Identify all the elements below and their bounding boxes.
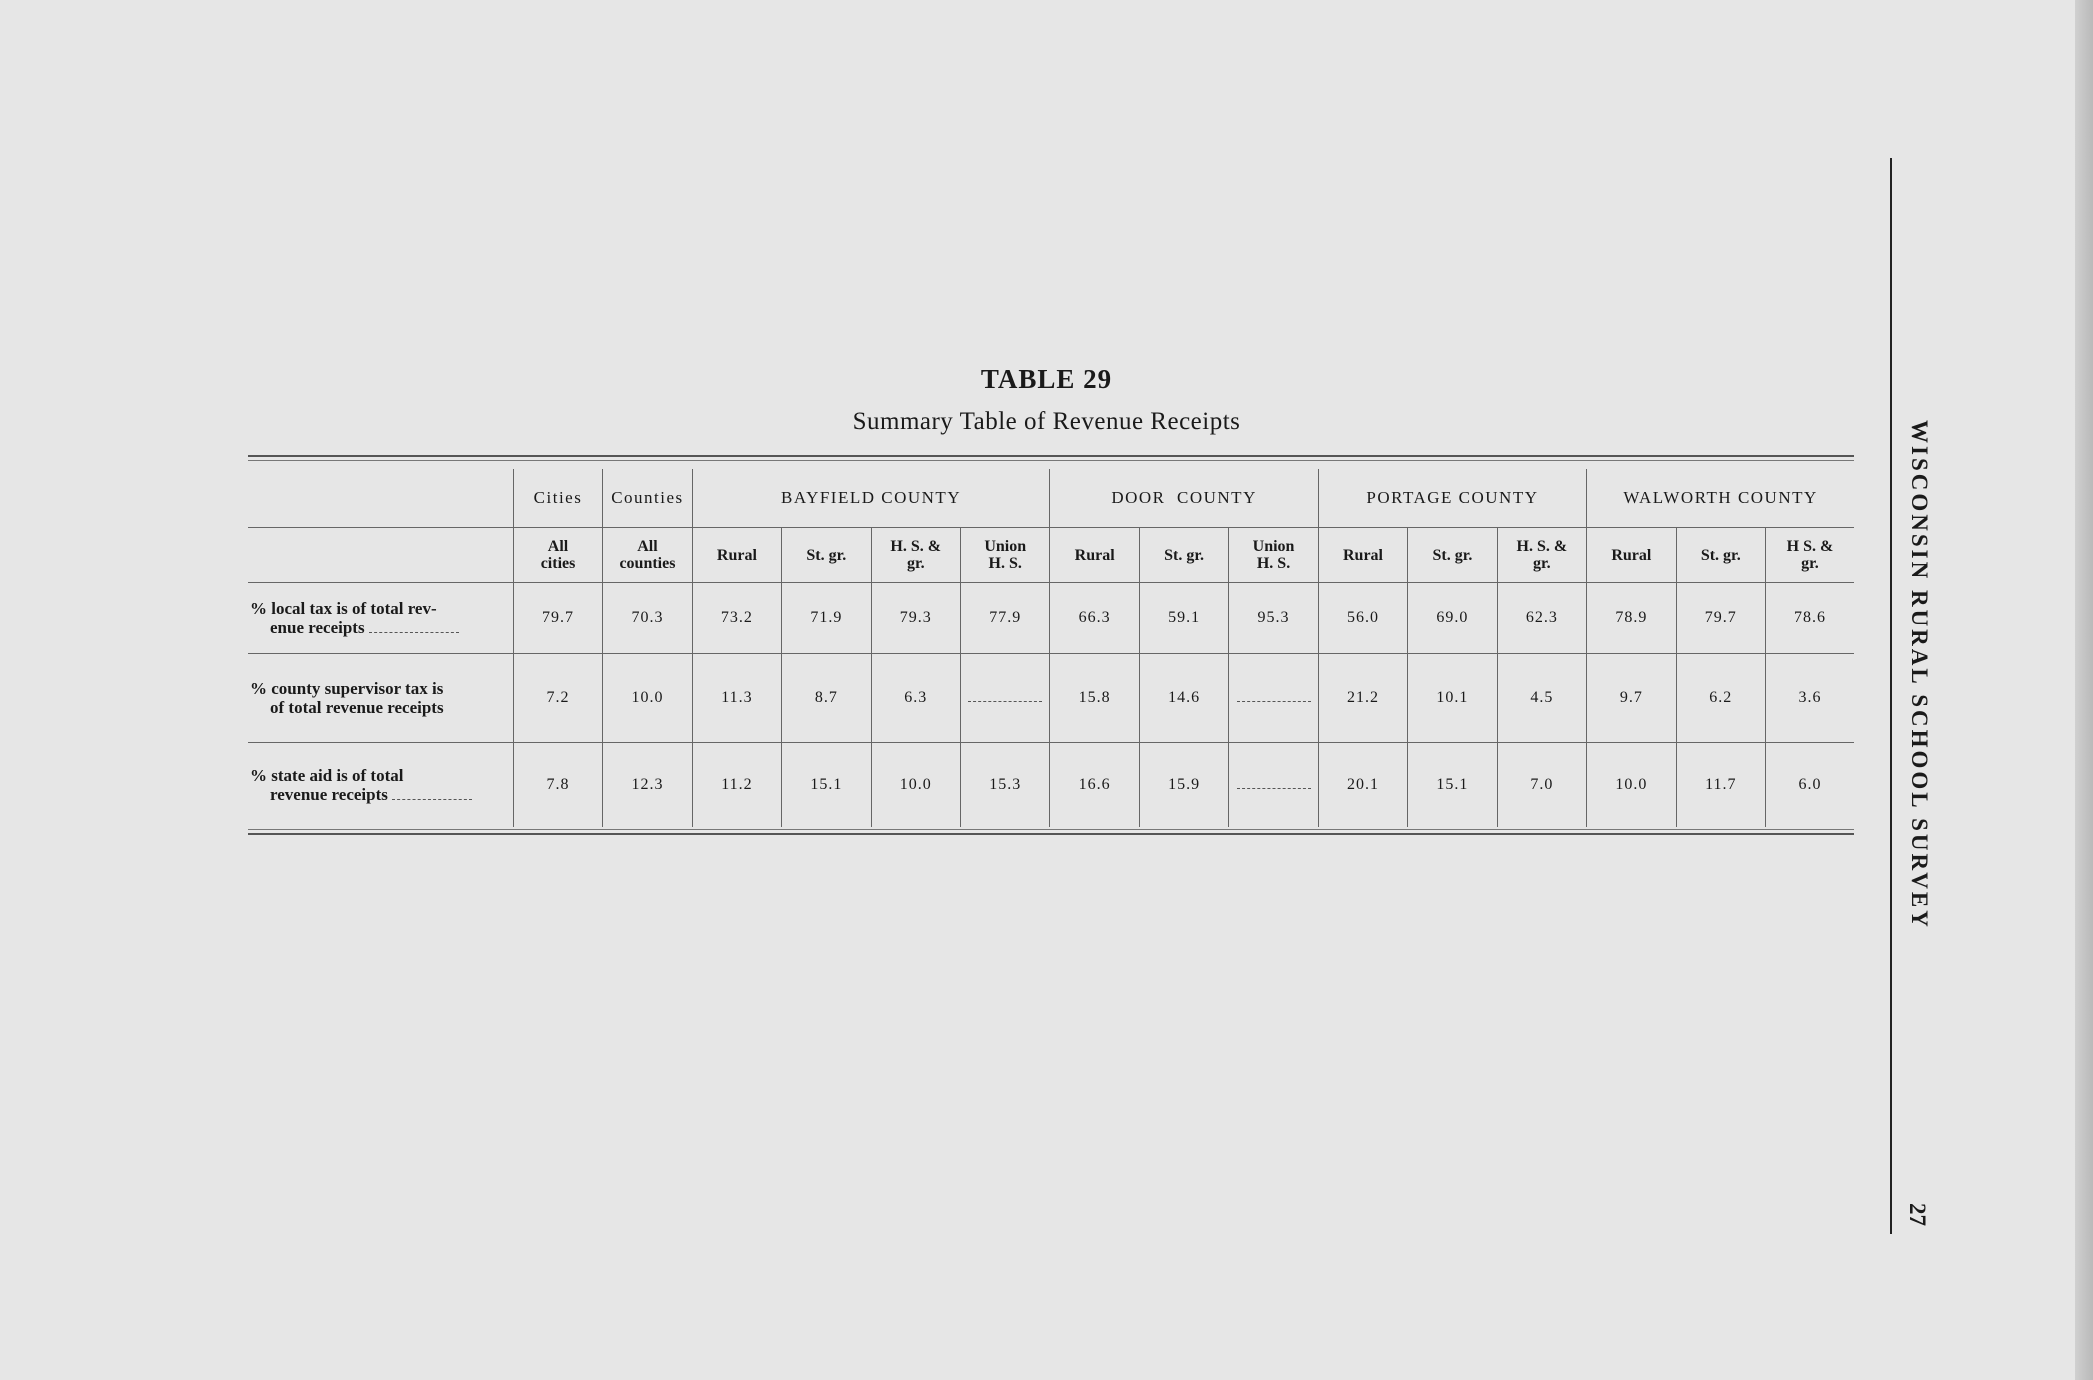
col-header: All cities [513,528,602,583]
cell: 14.6 [1139,654,1228,743]
table-number: TABLE 29 [980,364,1113,394]
cell: 7.2 [513,654,602,743]
cell: 79.7 [513,583,602,654]
cell: 15.8 [1050,654,1139,743]
table-title: Summary Table of Revenue Receipts [852,408,1241,435]
cell: 71.9 [782,583,871,654]
col-header: H. S. & gr. [871,528,960,583]
page-edge [2075,0,2093,1380]
cell: 3.6 [1765,654,1854,743]
group-counties: Counties [603,469,692,528]
cell: 6.2 [1676,654,1765,743]
row-label: % local tax is of total rev- enue receipts [248,583,513,654]
cell: 59.1 [1139,583,1228,654]
revenue-table-wrap [248,455,1854,835]
col-header: Union H. S. [1229,528,1318,583]
col-header: St. gr. [1408,528,1497,583]
row-label: % state aid is of total revenue receipts [248,743,513,828]
cell: 10.0 [603,654,692,743]
cell: 6.3 [871,654,960,743]
cell: 79.3 [871,583,960,654]
cell: 7.8 [513,743,602,828]
col-header: H. S. & gr. [1497,528,1586,583]
col-header: Rural [1050,528,1139,583]
table-bottom-rule [248,829,1854,835]
col-header: All counties [603,528,692,583]
cell: 95.3 [1229,583,1318,654]
col-header: H S. & gr. [1765,528,1854,583]
cell: 78.6 [1765,583,1854,654]
cell: 11.2 [692,743,781,828]
cell: 10.0 [1587,743,1676,828]
cell-empty [1229,654,1318,743]
table-row [248,654,1854,743]
cell: 6.0 [1765,743,1854,828]
group-portage: PORTAGE COUNTY [1318,469,1586,528]
cell: 78.9 [1587,583,1676,654]
cell: 12.3 [603,743,692,828]
cell: 10.1 [1408,654,1497,743]
cell: 66.3 [1050,583,1139,654]
cell: 20.1 [1318,743,1407,828]
cell-empty [1229,743,1318,828]
cell: 21.2 [1318,654,1407,743]
group-header-row [248,469,1854,528]
page-number: 27 [1905,1203,1930,1226]
table-top-rule [248,455,1854,461]
running-head: WISCONSIN RURAL SCHOOL SURVEY [1907,420,1932,930]
cell: 15.3 [960,743,1049,828]
group-cities: Cities [513,469,602,528]
cell: 9.7 [1587,654,1676,743]
cell: 69.0 [1408,583,1497,654]
stub-header [248,469,513,528]
col-header: Rural [1318,528,1407,583]
cell: 77.9 [960,583,1049,654]
group-walworth: WALWORTH COUNTY [1587,469,1854,528]
row-label: % county supervisor tax is of total revenue receipts [248,654,513,743]
cell: 15.9 [1139,743,1228,828]
cell: 16.6 [1050,743,1139,828]
cell: 4.5 [1497,654,1586,743]
cell: 7.0 [1497,743,1586,828]
cell: 70.3 [603,583,692,654]
cell: 8.7 [782,654,871,743]
cell: 11.3 [692,654,781,743]
cell: 10.0 [871,743,960,828]
cell: 15.1 [782,743,871,828]
cell: 62.3 [1497,583,1586,654]
cell-empty [960,654,1049,743]
cell: 79.7 [1676,583,1765,654]
revenue-table [248,469,1854,827]
cell: 56.0 [1318,583,1407,654]
group-bayfield: BAYFIELD COUNTY [692,469,1050,528]
cell: 15.1 [1408,743,1497,828]
column-header-row [248,528,1854,583]
table-row [248,743,1854,828]
table-row [248,583,1854,654]
col-header: St. gr. [1676,528,1765,583]
col-header: St. gr. [782,528,871,583]
col-header: Rural [1587,528,1676,583]
col-header: Rural [692,528,781,583]
cell: 11.7 [1676,743,1765,828]
stub-subheader [248,528,513,583]
group-door: DOOR COUNTY [1050,469,1318,528]
col-header: St. gr. [1139,528,1228,583]
cell: 73.2 [692,583,781,654]
col-header: Union H. S. [960,528,1049,583]
